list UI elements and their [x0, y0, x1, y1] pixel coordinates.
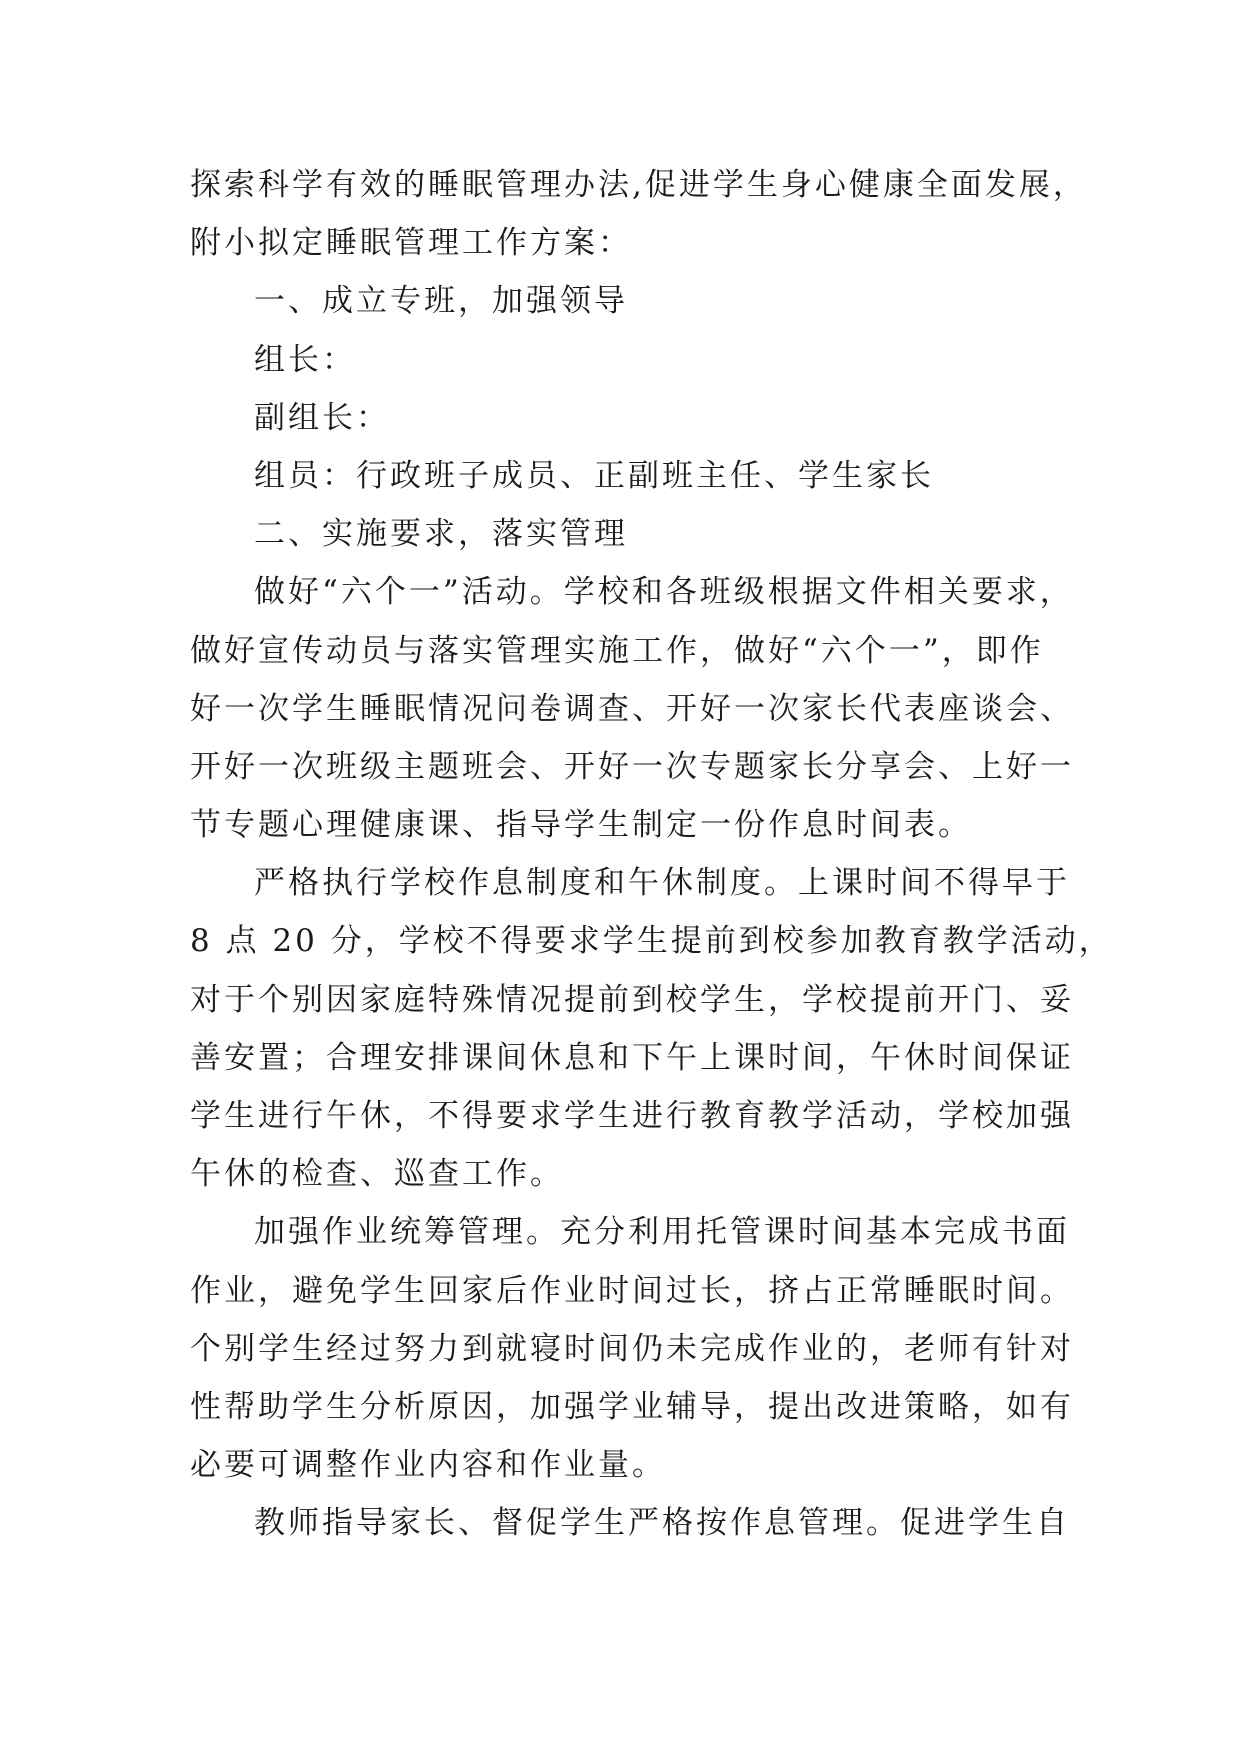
text-line: 作业，避免学生回家后作业时间过长，挤占正常睡眠时间。	[190, 1272, 1074, 1309]
text-line: 对于个别因家庭特殊情况提前到校学生，学校提前开门、妥	[190, 981, 1074, 1018]
text-line: 副组长：	[254, 399, 390, 436]
text-line: 善安置；合理安排课间休息和下午上课时间，午休时间保证	[190, 1039, 1074, 1076]
text-line: 附小拟定睡眠管理工作方案：	[190, 225, 632, 262]
text-line: 午休的检查、巡查工作。	[190, 1156, 564, 1193]
paragraph-start: 做好“六个一”活动。学校和各班级根据文件相关要求，	[254, 574, 1074, 611]
text-line: 组员：行政班子成员、正副班主任、学生家长	[254, 457, 934, 494]
text-line: 组长：	[254, 341, 356, 378]
text-line: 8 点 20 分，学校不得要求学生提前到校参加教育教学活动，	[190, 923, 1113, 960]
text-line: 个别学生经过努力到就寝时间仍未完成作业的，老师有针对	[190, 1330, 1074, 1367]
text-line: 性帮助学生分析原因，加强学业辅导，提出改进策略，如有	[190, 1388, 1074, 1425]
paragraph-start: 严格执行学校作息制度和午休制度。上课时间不得早于	[254, 865, 1070, 902]
document-body	[190, 156, 1113, 1553]
text-line: 必要可调整作业内容和作业量。	[190, 1447, 666, 1484]
section-heading: 二、实施要求，落实管理	[254, 516, 628, 553]
text-line: 探索科学有效的睡眠管理办法,促进学生身心健康全面发展，	[190, 167, 1087, 203]
section-heading: 一、成立专班，加强领导	[254, 283, 628, 320]
text-line: 开好一次班级主题班会、开好一次专题家长分享会、上好一	[190, 748, 1074, 785]
paragraph-start: 加强作业统筹管理。充分利用托管课时间基本完成书面	[254, 1214, 1070, 1251]
paragraph-start: 教师指导家长、督促学生严格按作息管理。促进学生自	[254, 1505, 1070, 1542]
text-line: 学生进行午休，不得要求学生进行教育教学活动，学校加强	[190, 1098, 1074, 1134]
text-line: 做好宣传动员与落实管理实施工作，做好“六个一”，即作	[190, 632, 1044, 669]
text-line: 好一次学生睡眠情况问卷调查、开好一次家长代表座谈会、	[190, 690, 1074, 727]
text-line: 节专题心理健康课、指导学生制定一份作息时间表。	[190, 807, 972, 844]
